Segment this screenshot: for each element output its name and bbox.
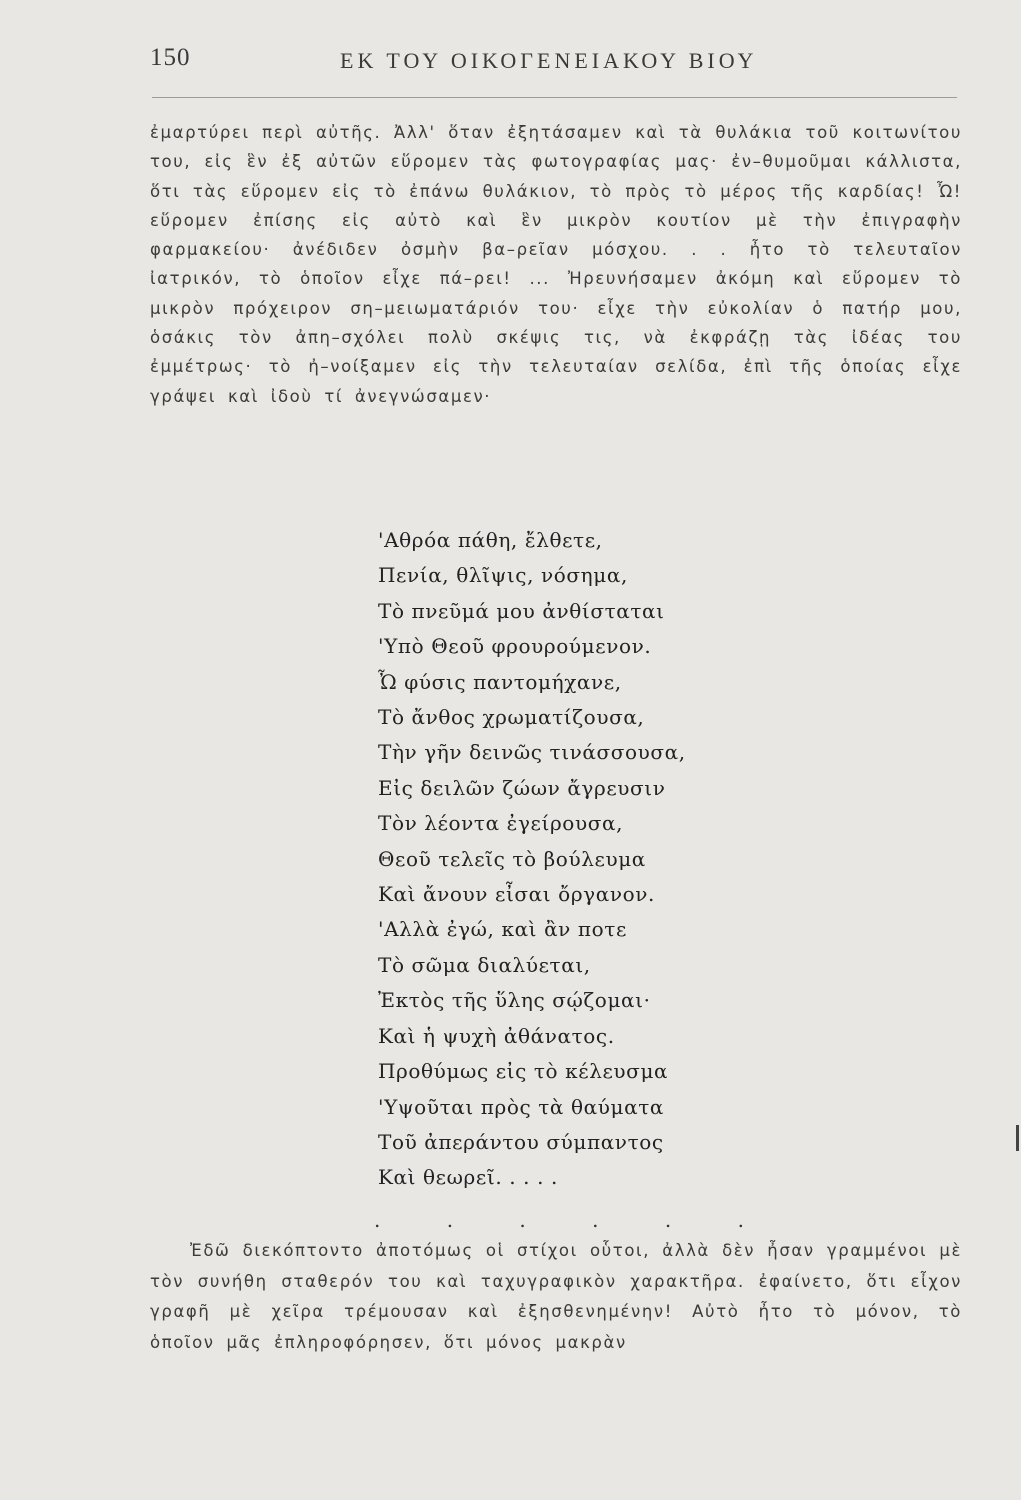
verse-line: Καὶ θεωρεῖ. . . . .	[378, 1165, 558, 1190]
running-head	[150, 42, 955, 82]
ellipsis-row: . . . . . .	[374, 1208, 774, 1232]
margin-mark	[1016, 1125, 1019, 1151]
running-title: ΕΚ ΤΟΥ ΟΙΚΟΓΕΝΕΙΑΚΟΥ ΒΙΟΥ	[340, 48, 758, 73]
verse-line: Καὶ ἡ ψυχὴ ἀθάνατος.	[378, 1023, 615, 1048]
page-number: 150	[150, 44, 191, 71]
verse-line: Τὸ ἄνθος χρωματίζουσα,	[378, 705, 645, 730]
verse-line: Καὶ ἄνουν εἶσαι ὄργανον.	[378, 882, 655, 907]
verse-line: Θεοῦ τελεῖς τὸ βούλευμα	[378, 846, 646, 871]
closing-paragraph	[150, 1236, 962, 1358]
verse-line: 'Αλλὰ ἐγώ, καὶ ἂν ποτε	[378, 917, 627, 942]
verse-line: 'Υψοῦται πρὸς τὰ θαύματα	[378, 1094, 664, 1119]
verse-line: 'Αθρόα πάθη, ἔλθετε,	[378, 528, 603, 552]
closing-text: Ἐδῶ διεκόπτοντο ἀποτόμως οἱ στίχοι οὗτοι, ἀλλὰ δὲν ἦσαν γραμμένοι μὲ τὸν συνήθη σταθερόν του καὶ ταχυγραφικὸν χαρακτῆρα. ἐφαίνετο, ὅτι εἶχον γραφῆ μὲ χεῖρα τρέμουσαν καὶ ἐξησθενημένην! Αὐτὸ ἦτο τὸ μόνον, τὸ ὁποῖον μᾶς ἐπληροφόρησεν, ὅτι μόνος μακρὰν	[150, 1241, 962, 1352]
prose-paragraph: ἐμαρτύρει περὶ αὐτῆς. Ἀλλ' ὅταν ἐξητάσαμεν καὶ τὰ θυλάκια τοῦ κοιτωνίτου του, εἰς ἓν ἐξ αὐτῶν εὕρομεν τὰς φωτογραφίας μας· ἐν–θυμοῦμαι κάλλιστα, ὅτι τὰς εὕρομεν εἰς τὸ ἐπάνω θυλάκιον, τὸ πρὸς τὸ μέρος τῆς καρδίας! Ὦ! εὕρομεν ἐπίσης εἰς αὐτὸ καὶ ἓν μικρὸν κουτίον μὲ τὴν ἐπιγραφὴν φαρμακείου· ἀνέδιδεν ὀσμὴν βα–ρεῖαν μόσχου. . . ἦτο τὸ τελευταῖον ἰατρικόν, τὸ ὁποῖον εἶχε πά–ρει! ... Ἠρευνήσαμεν ἀκόμη καὶ εὕρομεν τὸ μικρὸν πρόχειρον ση–μειωματάριόν του· εἶχε τὴν εὐκολίαν ὁ πατήρ μου, ὁσάκις τὸν ἀπη–σχόλει πολὺ σκέψις τις, νὰ ἐκφράζῃ τὰς ἰδέας του ἐμμέτρως· τὸ ἠ–νοίξαμεν εἰς τὴν τελευταίαν σελίδα, ἐπὶ τῆς ὁποίας εἶχε γράψει καὶ ἰδοὺ τί ἀνεγνώσαμεν·	[150, 123, 962, 406]
verse-line: Ἐκτὸς τῆς ὕλης σῴζομαι·	[378, 988, 651, 1013]
verse-line: Τοῦ ἀπεράντου σύμπαντος	[378, 1129, 664, 1154]
verse-line: Τὸ πνεῦμά μου ἀνθίσταται	[378, 598, 665, 623]
verse-line: Τὸν λέοντα ἐγείρουσα,	[378, 811, 624, 836]
header-rule	[152, 97, 957, 98]
verse-line: Τὴν γῆν δεινῶς τινάσσουσα,	[378, 740, 686, 765]
verse-line: Εἰς δειλῶν ζώων ἄγρευσιν	[378, 775, 666, 800]
verse-line: 'Υπὸ Θεοῦ φρουρούμενον.	[378, 634, 652, 659]
verse-line: Προθύμως εἰς τὸ κέλευσμα	[378, 1059, 669, 1084]
verse-line: Τὸ σῶμα διαλύεται,	[378, 952, 591, 977]
verse-line: Ὦ φύσις παντομήχανε,	[378, 669, 622, 694]
poem	[378, 523, 798, 1196]
verse-line: Πενία, θλῖψις, νόσημα,	[378, 563, 628, 588]
